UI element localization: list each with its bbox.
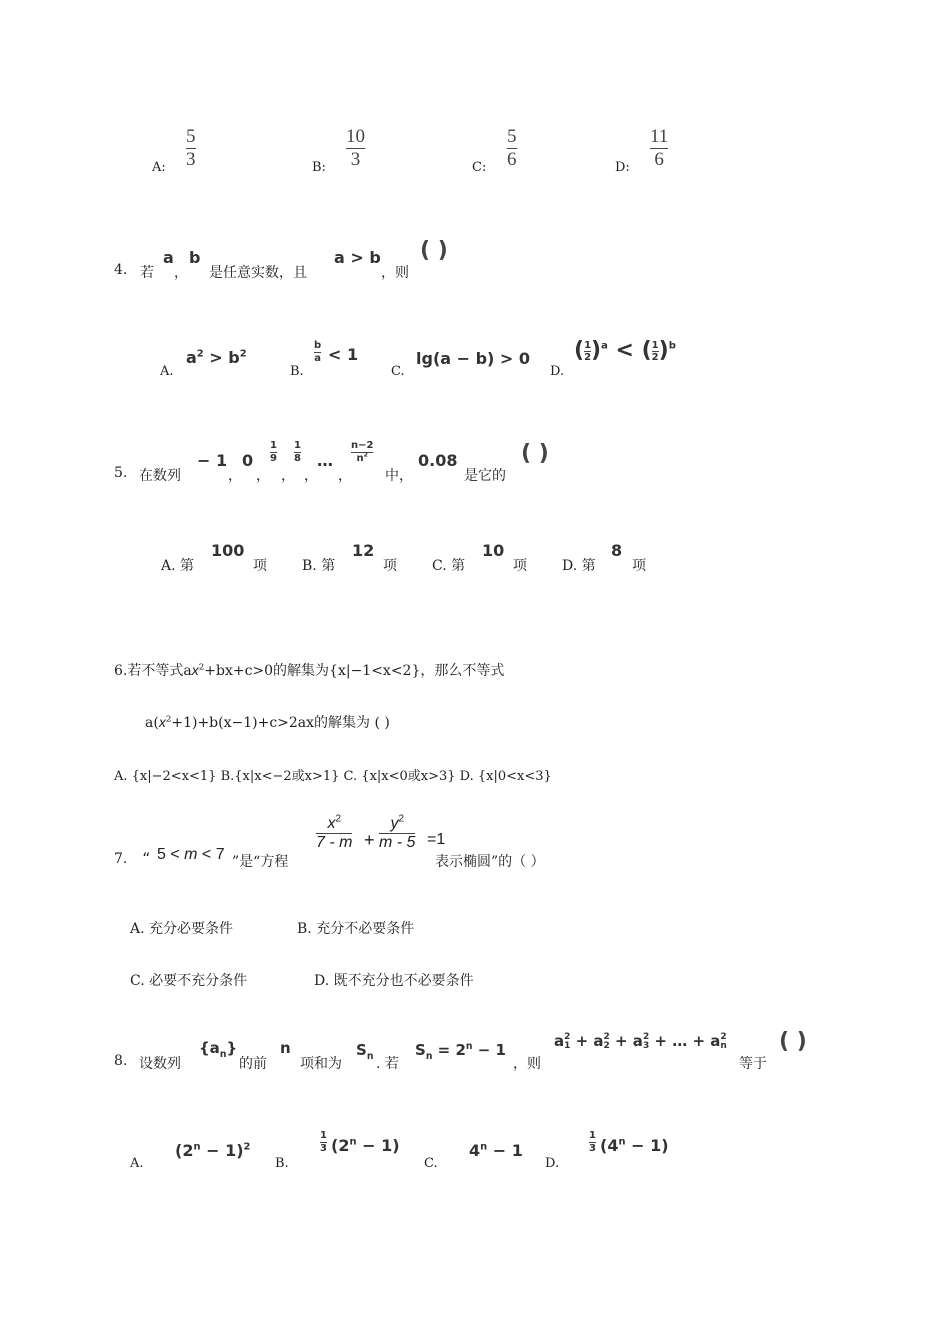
q5-term-general: n−2 $n^2$ bbox=[351, 440, 374, 464]
q3-option-b-fraction: 10 3 bbox=[346, 126, 365, 170]
q7-text-3: 表示椭圆”的（ ） bbox=[435, 854, 545, 870]
q5-option-d-value: 8 bbox=[611, 541, 623, 560]
q7-plus: + bbox=[364, 830, 375, 850]
q4-text-2: 是任意实数，且 bbox=[209, 265, 307, 281]
q4-option-b-rel: < 1 bbox=[328, 345, 359, 364]
q3-option-a-fraction: 5 3 bbox=[186, 126, 196, 170]
q5-option-d-end: 项 bbox=[632, 558, 646, 574]
q5-number: 5. bbox=[114, 465, 128, 481]
q8-option-b-label: B. bbox=[275, 1156, 289, 1171]
q4-var-a: a bbox=[163, 248, 174, 267]
q5-comma-4: ， bbox=[304, 468, 318, 484]
q8-option-d-fraction: 1 3 bbox=[589, 1130, 596, 1154]
q6-line-1: 6.若不等式$ax^2+bx+c>0$的解集为{x|−1<x<2}，那么不等式 bbox=[114, 662, 505, 679]
q5-dots: … bbox=[317, 451, 333, 470]
q7-option-a: A. 充分必要条件 bbox=[130, 921, 234, 937]
q5-option-c-value: 10 bbox=[482, 541, 505, 560]
q4-option-b-fraction: b a bbox=[314, 340, 322, 364]
q7-fraction-y: $y^2$ m - 5 bbox=[379, 813, 416, 852]
q5-answer-paren: ( ) bbox=[521, 441, 549, 466]
q7-condition: 5 < m < 7 bbox=[157, 846, 225, 863]
q5-option-a-end: 项 bbox=[253, 558, 267, 574]
q8-text-6: 等于 bbox=[739, 1056, 767, 1072]
q5-comma-5: ， bbox=[338, 468, 352, 484]
q8-option-c-label: C. bbox=[424, 1156, 438, 1171]
q4-answer-paren: ( ) bbox=[420, 238, 448, 263]
q5-text-1: 在数列 bbox=[139, 468, 181, 484]
q5-option-a-value: 100 bbox=[211, 541, 245, 560]
q8-var-n: n bbox=[280, 1039, 291, 1057]
q4-option-c-expr: lg(a − b) > 0 bbox=[416, 349, 531, 368]
q4-condition: a > b bbox=[334, 248, 381, 267]
q5-comma-2: ， bbox=[256, 468, 270, 484]
q8-option-a-label: A. bbox=[130, 1156, 144, 1171]
q5-option-b-label: B. 第 bbox=[302, 558, 336, 574]
q5-term-4: 1 8 bbox=[294, 440, 301, 464]
q8-text-3: 项和为 bbox=[300, 1056, 342, 1072]
q4-text-3: ，则 bbox=[381, 265, 409, 281]
q7-text-2: ”是“方程 bbox=[232, 854, 289, 870]
q3-option-a-label: A: bbox=[152, 160, 166, 175]
q5-text-2: 中， bbox=[385, 468, 413, 484]
q5-option-d-label: D. 第 bbox=[562, 558, 596, 574]
q6-options: A. {x|−2<x<1} B.{x|x<−2或x>1} C. {x|x<0或x>3} D. {x|0<x<3} bbox=[114, 769, 552, 784]
q4-text-1: 若 bbox=[140, 265, 154, 281]
q4-option-d-label: D. bbox=[550, 364, 565, 379]
q8-option-a-expr: $(2^n - 1)^2$ bbox=[175, 1141, 251, 1160]
q8-text-2: 的前 bbox=[239, 1056, 267, 1072]
q4-option-d-expr: ( $\frac{1}{2}$ )$^a$ < ( $\frac{1}{2}$ )$^b$ bbox=[574, 338, 676, 363]
q8-option-b-expr: $(2^n - 1)$ bbox=[331, 1136, 400, 1155]
q8-text-5: ，则 bbox=[513, 1056, 541, 1072]
q6-line-2: $a(x^2+1)+b(x-1)+c>2ax$的解集为 ( ) bbox=[145, 714, 390, 731]
q5-option-b-value: 12 bbox=[352, 541, 375, 560]
q5-term-1: − 1 bbox=[197, 451, 228, 470]
q4-option-a-expr: $a^2 > b^2$ bbox=[186, 348, 247, 367]
q8-option-d-label: D. bbox=[545, 1156, 560, 1171]
q8-text-1: 设数列 bbox=[139, 1056, 181, 1072]
q5-comma-3: ， bbox=[281, 468, 295, 484]
q5-option-c-label: C. 第 bbox=[432, 558, 466, 574]
q5-term-2: 0 bbox=[242, 451, 254, 470]
q5-option-a-label: A. 第 bbox=[161, 558, 195, 574]
q5-option-b-end: 项 bbox=[383, 558, 397, 574]
q3-option-c-label: C: bbox=[472, 160, 487, 175]
q5-term-3: 1 9 bbox=[270, 440, 277, 464]
q4-option-b-label: B. bbox=[290, 364, 304, 379]
q5-text-3: 是它的 bbox=[464, 468, 506, 484]
q3-option-c-fraction: 5 6 bbox=[507, 126, 517, 170]
q4-option-a-label: A. bbox=[160, 364, 174, 379]
q4-var-b: b bbox=[189, 248, 201, 267]
q5-comma-1: ， bbox=[228, 468, 242, 484]
q8-text-4: . 若 bbox=[376, 1056, 399, 1072]
q8-number: 8. bbox=[114, 1053, 128, 1069]
q8-answer-paren: ( ) bbox=[779, 1029, 807, 1054]
q7-fraction-x: $x^2$ 7 - m bbox=[316, 813, 353, 852]
q7-option-c: C. 必要不充分条件 bbox=[130, 973, 248, 989]
q8-condition: $S_n = 2^n - 1$ bbox=[415, 1041, 506, 1062]
q7-number: 7. bbox=[114, 851, 128, 867]
q7-option-b: B. 充分不必要条件 bbox=[297, 921, 415, 937]
q8-sum-symbol: $S_n$ bbox=[356, 1041, 374, 1062]
q7-equals-one: =1 bbox=[427, 831, 446, 848]
q4-comma: ， bbox=[174, 265, 188, 281]
q8-option-b-fraction: 1 3 bbox=[320, 1130, 327, 1154]
q8-square-sum: a 2 1 + a 2 2 + a 2 3 + … + a 2 n bbox=[554, 1031, 727, 1051]
q3-option-d-fraction: 11 6 bbox=[650, 126, 669, 170]
q5-option-c-end: 项 bbox=[513, 558, 527, 574]
q4-option-c-label: C. bbox=[391, 364, 405, 379]
q8-option-c-expr: $4^n - 1$ bbox=[469, 1141, 523, 1160]
q8-option-d-expr: $(4^n - 1)$ bbox=[600, 1136, 669, 1155]
q8-sequence: $\{a_n\}$ bbox=[199, 1039, 238, 1060]
q7-option-d: D. 既不充分也不必要条件 bbox=[314, 973, 474, 989]
q3-option-b-label: B: bbox=[312, 160, 326, 175]
q3-option-d-label: D: bbox=[615, 160, 630, 175]
q7-quote-open: “ bbox=[142, 849, 151, 868]
q5-value: 0.08 bbox=[418, 451, 458, 470]
q4-number: 4. bbox=[114, 262, 128, 278]
